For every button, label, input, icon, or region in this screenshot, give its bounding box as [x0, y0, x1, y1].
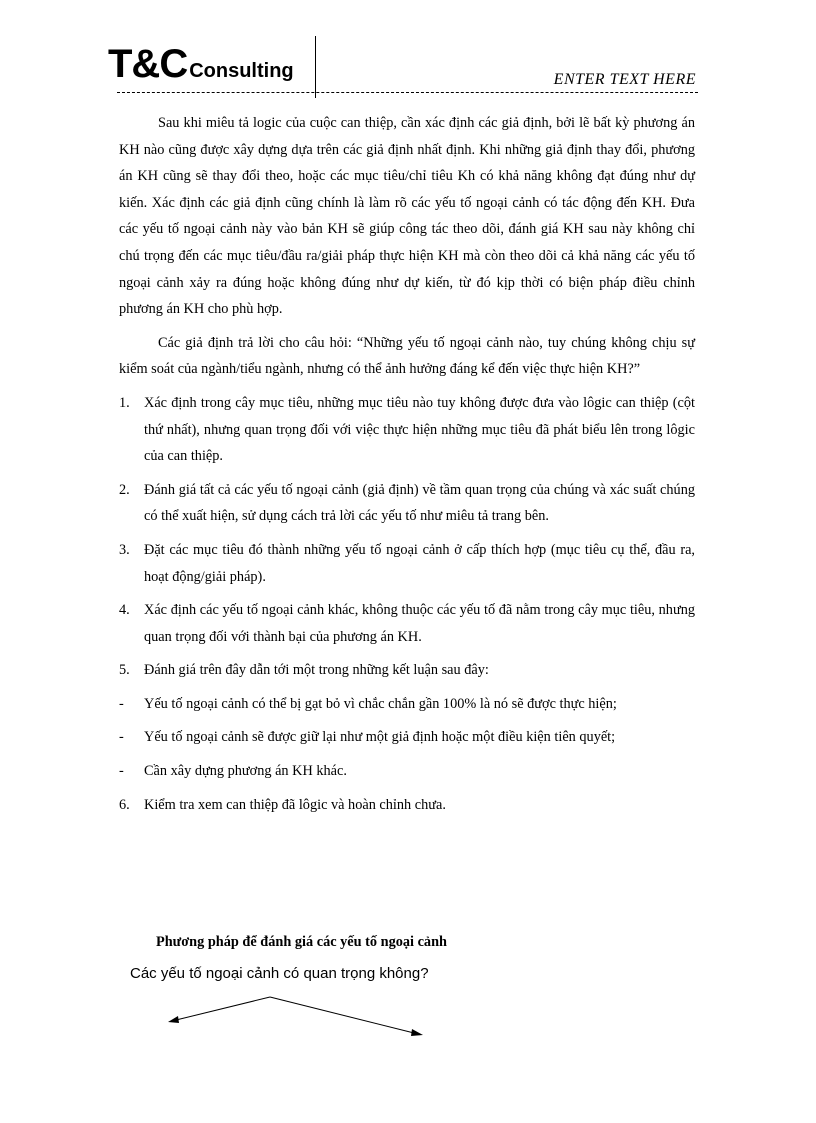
logo-mark: T&C — [108, 42, 188, 86]
list-item-text: Yếu tố ngoại cảnh sẽ được giữ lại như một giả định hoặc một điều kiện tiên quyết; — [144, 729, 616, 746]
list-marker: - — [119, 695, 124, 712]
list-marker: - — [119, 763, 124, 780]
paragraph: Sau khi miêu tả logic của cuộc can thiệp, cần xác định các giả định, bởi lẽ bất kỳ phương án KH nào cũng được xây dựng dựa trên các giả định nhất định. Khi những giả định thay đổi, phương án KH cũng sẽ thay đổi theo, hoặc các mục tiêu/chỉ tiêu Kh có khả năng không đạt đúng như dự kiến. Xác định các giả định cũng chính là làm rõ các yếu tố ngoại cảnh có tác động đến KH. Đưa các yếu tố ngoại cảnh này vào bản KH sẽ giúp công tác theo dõi, đánh giá KH sau này không chỉ chú trọng đến các mục tiêu/đầu ra/giải pháp thực hiện KH mà còn theo dõi cả khả năng các yếu tố ngoại cảnh xảy ra đúng hoặc không đúng như dự kiến, từ đó kịp thời có biện pháp điều chỉnh phương án KH cho phù hợp. — [119, 115, 695, 318]
arrow-left — [172, 997, 270, 1021]
question-box-text: Các yếu tố ngoại cảnh có quan trọng không? — [130, 965, 429, 982]
list-item-text: Xác định các yếu tố ngoại cảnh khác, không thuộc các yếu tố đã nằm trong cây mục tiêu, nhưng quan trọng đối với thành bại của phương án KH. — [144, 602, 695, 645]
paragraph: Các giả định trả lời cho câu hỏi: “Những yếu tố ngoại cảnh nào, tuy chúng không chịu sự kiểm soát của ngành/tiểu ngành, nhưng có thể ảnh hưởng đáng kể đến việc thực hiện KH?” — [119, 334, 695, 378]
list-item-text: Xác định trong cây mục tiêu, những mục tiêu nào tuy không được đưa vào lôgic can thiệp (cột thứ nhất), nhưng quan trọng đối với việc thực hiện những mục tiêu đã phát biểu lên trong lôgic của can thiệp. — [144, 394, 695, 465]
list-marker: 2. — [119, 481, 130, 498]
list-item-text: Cần xây dựng phương án KH khác. — [144, 763, 347, 780]
arrow-right — [270, 997, 418, 1034]
list-marker: 6. — [119, 796, 130, 813]
method-title: Phương pháp để đánh giá các yếu tố ngoại cảnh — [156, 934, 447, 950]
list-marker: 3. — [119, 541, 130, 558]
list-marker: 5. — [119, 662, 130, 679]
list-marker: 1. — [119, 394, 130, 411]
list-item-text: Đặt các mục tiêu đó thành những yếu tố ngoại cảnh ở cấp thích hợp (mục tiêu cụ thể, đầu ra, hoạt động/giải pháp). — [144, 541, 695, 585]
arrow-right-head — [411, 1029, 423, 1036]
list-item-text: Đánh giá tất cả các yếu tố ngoại cảnh (giả định) về tầm quan trọng của chúng và xác suất chúng có thể xuất hiện, sử dụng cách trả lời các yếu tố như miêu tả trang bên. — [144, 481, 695, 525]
list-item-text: Yếu tố ngoại cảnh có thể bị gạt bỏ vì chắc chắn gần 100% là nó sẽ được thực hiện; — [144, 695, 617, 712]
list-marker: - — [119, 729, 124, 746]
list-marker: 4. — [119, 602, 130, 619]
list-item-text: Đánh giá trên đây dẫn tới một trong những kết luận sau đây: — [144, 662, 489, 679]
list-item-text: Kiểm tra xem can thiệp đã lôgic và hoàn chỉnh chưa. — [144, 796, 446, 813]
header-placeholder-text: ENTER TEXT HERE — [553, 71, 696, 88]
arrow-left-head — [168, 1016, 179, 1023]
logo-word: Consulting — [189, 60, 294, 82]
